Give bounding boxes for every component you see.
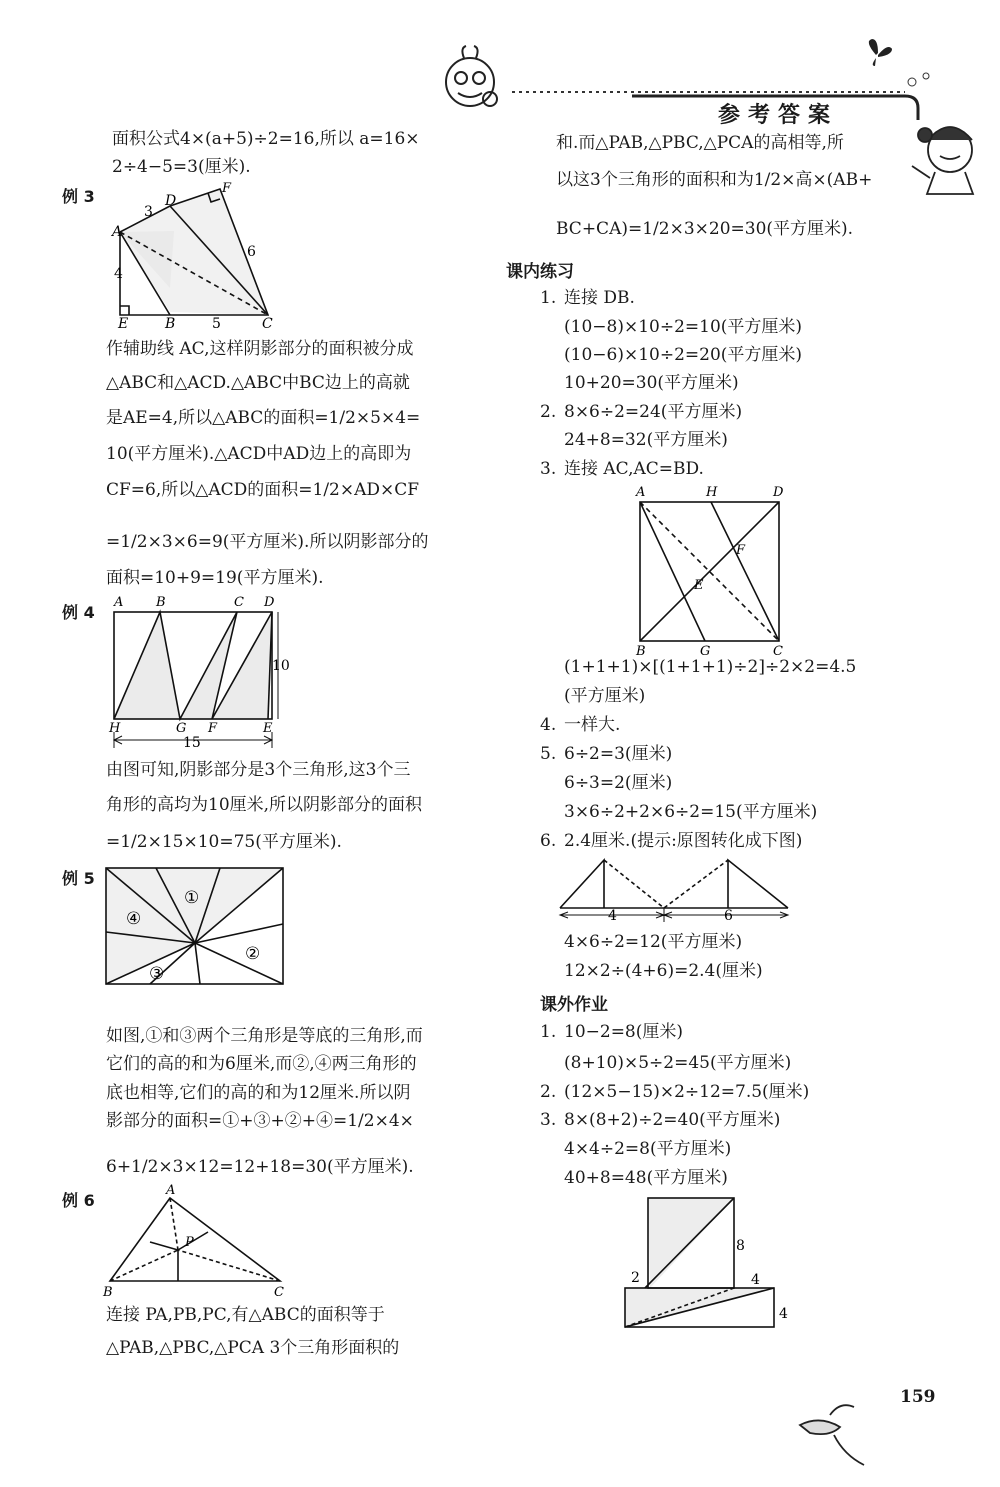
length-label-4-side: 4 <box>779 1306 788 1322</box>
length-label-4: 4 <box>608 908 617 924</box>
point-label-E: E <box>118 316 129 332</box>
length-label-8: 8 <box>736 1238 745 1254</box>
item-number: 5. <box>540 744 557 764</box>
item-3-figure <box>628 482 798 657</box>
point-label-D: D <box>264 595 275 610</box>
point-label-C: C <box>274 1285 284 1300</box>
point-label-F: F <box>208 721 218 736</box>
example-4-text-1: 由图可知,阴影部分是3个三角形,这3个三 <box>106 760 411 780</box>
point-label-A: A <box>112 224 123 240</box>
hw-3-figure <box>615 1192 795 1372</box>
example-3-text-1: 作辅助线 AC,这样阴影部分的面积被分成 <box>106 339 414 359</box>
length-label-6: 6 <box>724 908 733 924</box>
point-label-C: C <box>773 644 783 657</box>
hw-3-line-2: 4×4÷2=8(平方厘米) <box>564 1139 732 1159</box>
region-label-4: ④ <box>126 909 142 929</box>
continuation-line-3: BC+CA)=1/2×3×20=30(平方厘米). <box>556 219 854 239</box>
example-5-text-5: 6+1/2×3×12=12+18=30(平方厘米). <box>106 1157 414 1177</box>
point-label-B: B <box>156 595 166 610</box>
item-2-line-2: 24+8=32(平方厘米) <box>564 430 728 450</box>
example-5-text-3: 底也相等,它们的高的和为12厘米.所以阴 <box>106 1083 411 1103</box>
cartoon-bird-icon <box>800 1405 864 1465</box>
point-label-G: G <box>176 721 187 736</box>
intro-line-2: 2÷4−5=3(厘米). <box>112 157 251 177</box>
example-4-label: 例 4 <box>62 603 95 622</box>
point-label-E: E <box>694 578 704 593</box>
length-label-4: 4 <box>114 266 123 282</box>
item-5-line-3: 3×6÷2+2×6÷2=15(平方厘米) <box>564 802 818 822</box>
item-1-line-1: 连接 DB. <box>564 288 635 308</box>
example-3-text-2: △ABC和△ACD.△ABC中BC边上的高就 <box>106 373 410 393</box>
section-homework-title: 课外作业 <box>540 995 608 1015</box>
item-5-line-1: 6÷2=3(厘米) <box>564 744 673 764</box>
item-6-figure <box>552 852 797 927</box>
item-number: 3. <box>540 1110 557 1130</box>
hw-3-line-1: 8×(8+2)÷2=40(平方厘米) <box>564 1110 781 1130</box>
dashed-lines <box>604 860 728 908</box>
point-label-D: D <box>773 485 784 500</box>
example-3-text-7: 面积=10+9=19(平方厘米). <box>106 568 324 588</box>
hw-2-line-1: (12×5−15)×2÷12=7.5(厘米) <box>564 1082 810 1102</box>
item-1-line-3: (10−6)×10÷2=20(平方厘米) <box>564 345 803 365</box>
point-label-G: G <box>700 644 711 657</box>
item-3-line-3: (平方厘米) <box>564 686 646 706</box>
example-3-label: 例 3 <box>62 187 95 206</box>
right-triangle <box>728 860 788 908</box>
length-label-2: 2 <box>631 1270 640 1286</box>
example-5-text-2: 它们的高的和为6厘米,而②,④两三角形的 <box>106 1054 417 1074</box>
item-number: 4. <box>540 715 557 735</box>
example-3-text-6: =1/2×3×6=9(平方厘米).所以阴影部分的 <box>106 532 429 552</box>
point-label-B: B <box>103 1285 113 1300</box>
butterfly-icon <box>869 39 892 66</box>
example-5-label: 例 5 <box>62 869 95 888</box>
item-number: 1. <box>540 1022 557 1042</box>
item-number: 2. <box>540 402 557 422</box>
item-6-line-2: 4×6÷2=12(平方厘米) <box>564 932 743 952</box>
point-label-F: F <box>736 543 746 558</box>
example-3-figure <box>100 178 290 333</box>
point-label-C: C <box>234 595 244 610</box>
item-1-line-2: (10−8)×10÷2=10(平方厘米) <box>564 317 803 337</box>
continuation-line-1: 和.而△PAB,△PBC,△PCA的高相等,所 <box>556 133 844 153</box>
item-6-line-1: 2.4厘米.(提示:原图转化成下图) <box>564 831 803 851</box>
length-label-4-top: 4 <box>751 1272 760 1288</box>
segment-HC <box>711 502 779 641</box>
item-number: 2. <box>540 1082 557 1102</box>
example-3-text-4: 10(平方厘米).△ACD中AD边上的高即为 <box>106 444 412 464</box>
example-4-text-3: =1/2×15×10=75(平方厘米). <box>106 832 342 852</box>
example-6-figure <box>100 1180 300 1305</box>
segment-AG <box>640 502 705 641</box>
example-4-text-2: 角形的高均为10厘米,所以阴影部分的面积 <box>106 795 423 815</box>
hw-3-line-3: 40+8=48(平方厘米) <box>564 1168 728 1188</box>
item-6-line-3: 12×2÷(4+6)=2.4(厘米) <box>564 961 763 981</box>
region-label-1: ① <box>184 888 200 908</box>
point-label-D: D <box>165 193 177 209</box>
point-label-H: H <box>706 485 718 500</box>
item-2-line-1: 8×6÷2=24(平方厘米) <box>564 402 743 422</box>
section-in-class-title: 课内练习 <box>506 262 574 282</box>
point-label-E: E <box>263 721 273 736</box>
height-label: 10 <box>272 658 290 674</box>
point-label-A: A <box>636 485 646 500</box>
right-angle-E <box>120 306 129 315</box>
point-label-B: B <box>636 644 646 657</box>
cartoon-girl-icon <box>912 127 973 194</box>
point-label-F: F <box>222 181 232 196</box>
region-label-3: ③ <box>149 964 165 984</box>
example-6-text-1: 连接 PA,PB,PC,有△ABC的面积等于 <box>106 1305 385 1325</box>
intro-line-1: 面积公式4×(a+5)÷2=16,所以 a=16× <box>112 129 420 149</box>
example-6-text-2: △PAB,△PBC,△PCA 3个三角形面积的 <box>106 1338 400 1358</box>
hw-1-line-2: (8+10)×5÷2=45(平方厘米) <box>564 1053 792 1073</box>
footer-decoration <box>790 1385 1000 1485</box>
hw-1-line-1: 10−2=8(厘米) <box>564 1022 684 1042</box>
example-5-text-1: 如图,①和③两个三角形是等底的三角形,而 <box>106 1026 423 1046</box>
point-label-B: B <box>165 316 176 332</box>
width-label: 15 <box>183 735 201 751</box>
example-5-figure <box>100 862 290 992</box>
point-label-C: C <box>262 316 273 332</box>
page-number: 159 <box>900 1387 936 1407</box>
cartoon-face-icon <box>446 46 497 106</box>
example-5-text-4: 影部分的面积=①+③+②+④=1/2×4× <box>106 1111 414 1131</box>
header-title: 参考答案 <box>718 103 839 128</box>
item-1-line-4: 10+20=30(平方厘米) <box>564 373 739 393</box>
point-label-A: A <box>114 595 124 610</box>
flower-icon <box>908 73 929 86</box>
length-label-3: 3 <box>144 204 153 220</box>
item-4-line-1: 一样大. <box>564 715 621 735</box>
length-label-5: 5 <box>212 316 221 332</box>
example-6-label: 例 6 <box>62 1191 95 1210</box>
point-label-P: P <box>185 1235 194 1250</box>
item-3-line-2: (1+1+1)×[(1+1+1)÷2]÷2×2=4.5 <box>564 657 857 677</box>
item-5-line-2: 6÷3=2(厘米) <box>564 773 673 793</box>
continuation-line-2: 以这3个三角形的面积和为1/2×高×(AB+ <box>556 170 873 190</box>
left-triangle <box>560 860 604 908</box>
point-label-H: H <box>109 721 121 736</box>
item-number: 6. <box>540 831 557 851</box>
item-number: 3. <box>540 459 557 479</box>
example-4-figure <box>100 592 300 757</box>
example-3-text-5: CF=6,所以△ACD的面积=1/2×AD×CF <box>106 480 420 500</box>
item-number: 1. <box>540 288 557 308</box>
length-label-6: 6 <box>247 244 256 260</box>
point-label-A: A <box>166 1183 176 1198</box>
region-label-2: ② <box>245 944 261 964</box>
item-3-line-1: 连接 AC,AC=BD. <box>564 459 704 479</box>
example-3-text-3: 是AE=4,所以△ABC的面积=1/2×5×4= <box>106 408 421 428</box>
